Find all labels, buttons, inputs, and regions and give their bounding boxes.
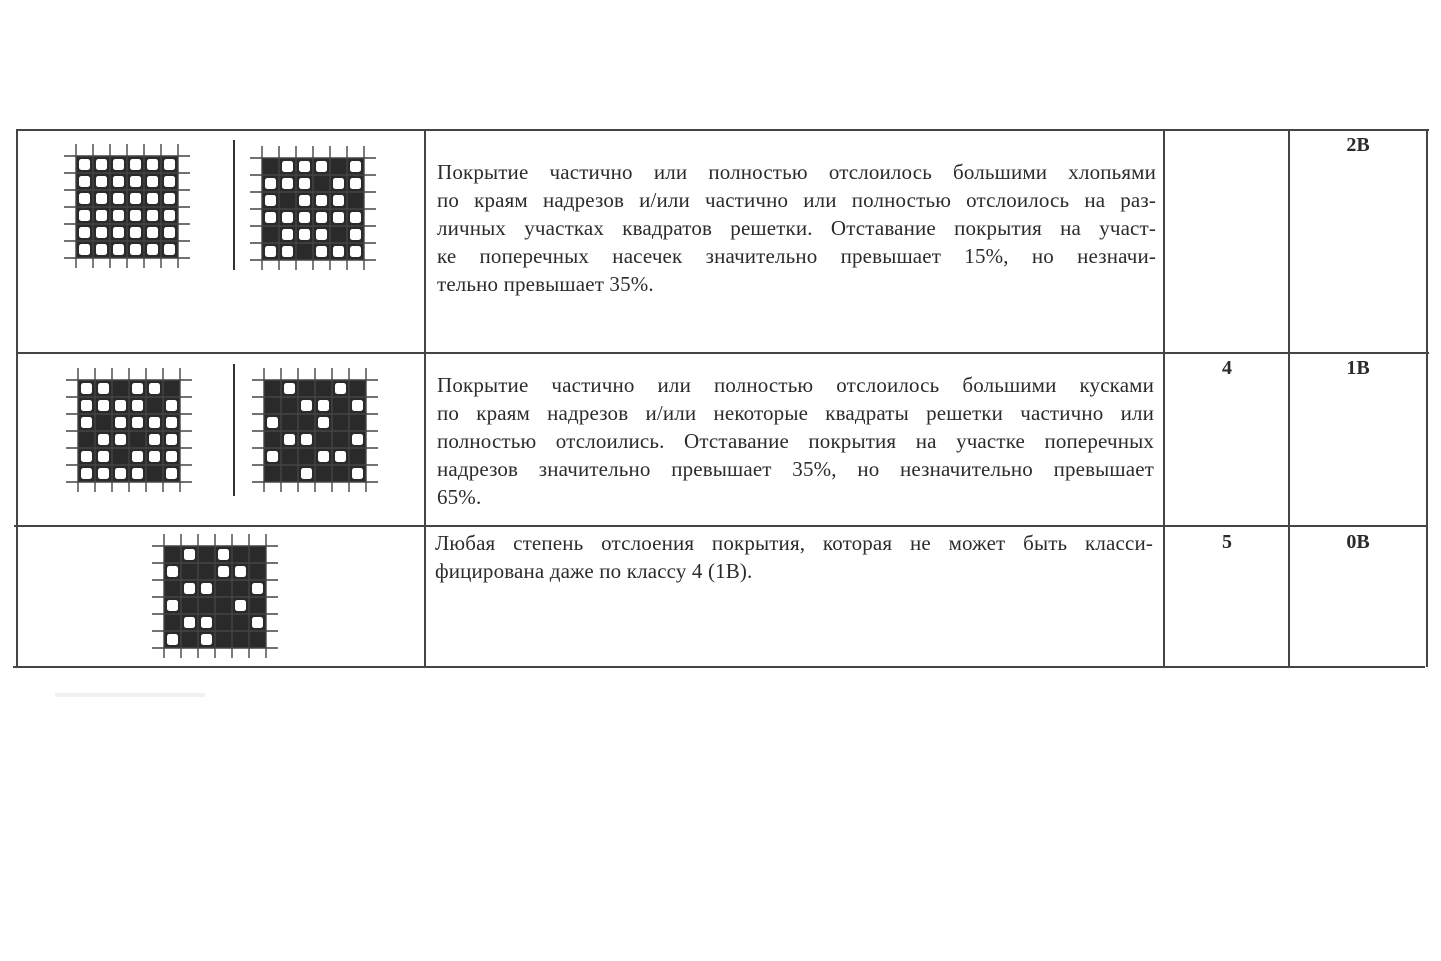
intact-cell <box>96 227 107 238</box>
intact-cell <box>98 468 109 479</box>
intact-cell <box>147 244 158 255</box>
intact-cell <box>164 176 175 187</box>
crosscut-grid-pattern-icon <box>66 368 192 492</box>
intact-cell <box>184 549 195 560</box>
intact-cell <box>201 583 212 594</box>
crosscut-grid-pattern-icon <box>252 368 378 492</box>
intact-cell <box>115 417 126 428</box>
intact-cell <box>132 417 143 428</box>
intact-cell <box>267 451 278 462</box>
intact-cell <box>132 468 143 479</box>
intact-cell <box>350 178 361 189</box>
description-line: 65%. <box>437 485 482 509</box>
description-line: личных участках квадратов решетки. Отставание покрытия на участ- <box>437 216 1156 240</box>
intact-cell <box>350 212 361 223</box>
intact-cell <box>201 617 212 628</box>
intact-cell <box>284 383 295 394</box>
description-line: фицирована даже по классу 4 (1В). <box>435 559 753 583</box>
intact-cell <box>98 451 109 462</box>
intact-cell <box>115 468 126 479</box>
intact-cell <box>299 161 310 172</box>
intact-cell <box>252 617 263 628</box>
intact-cell <box>301 400 312 411</box>
intact-cell <box>115 434 126 445</box>
table-border-right <box>1426 129 1428 667</box>
intact-cell <box>333 178 344 189</box>
intact-cell <box>113 210 124 221</box>
intact-cell <box>147 176 158 187</box>
intact-cell <box>164 210 175 221</box>
table-border-left <box>16 129 18 667</box>
intact-cell <box>96 193 107 204</box>
intact-cell <box>333 195 344 206</box>
row-description <box>437 371 1154 511</box>
intact-cell <box>149 383 160 394</box>
intact-cell <box>282 229 293 240</box>
intact-cell <box>96 244 107 255</box>
intact-cell <box>130 210 141 221</box>
class-iso-cell: 4 <box>1222 357 1232 379</box>
intact-cell <box>164 244 175 255</box>
intact-cell <box>316 195 327 206</box>
intact-cell <box>164 193 175 204</box>
intact-cell <box>318 451 329 462</box>
row-description <box>437 158 1156 298</box>
intact-cell <box>252 583 263 594</box>
intact-cell <box>166 451 177 462</box>
intact-cell <box>301 468 312 479</box>
intact-cell <box>299 178 310 189</box>
row-description <box>435 529 1153 585</box>
table-row-divider <box>17 352 1429 354</box>
intact-cell <box>282 161 293 172</box>
intact-cell <box>113 244 124 255</box>
class-astm-cell: 1B <box>1346 357 1370 379</box>
intact-cell <box>130 176 141 187</box>
intact-cell <box>167 566 178 577</box>
intact-cell <box>130 244 141 255</box>
table-row-divider <box>14 525 1427 527</box>
intact-cell <box>81 417 92 428</box>
intact-cell <box>81 451 92 462</box>
intact-cell <box>130 227 141 238</box>
intact-cell <box>164 159 175 170</box>
intact-cell <box>318 417 329 428</box>
description-line: по краям надрезов и/или частично или полностью отслоилось на раз- <box>437 188 1156 212</box>
intact-cell <box>352 400 363 411</box>
intact-cell <box>79 193 90 204</box>
intact-cell <box>98 400 109 411</box>
table-col-divider <box>1288 129 1290 667</box>
intact-cell <box>81 468 92 479</box>
intact-cell <box>218 566 229 577</box>
intact-cell <box>167 600 178 611</box>
intact-cell <box>147 210 158 221</box>
intact-cell <box>147 159 158 170</box>
intact-cell <box>79 159 90 170</box>
intact-cell <box>316 229 327 240</box>
intact-cell <box>149 434 160 445</box>
intact-cell <box>316 212 327 223</box>
table-border-bottom <box>13 666 1425 668</box>
table-border-top <box>17 129 1429 131</box>
intact-cell <box>96 210 107 221</box>
intact-cell <box>147 193 158 204</box>
crosscut-grid-pattern-icon <box>64 144 190 268</box>
intact-cell <box>149 417 160 428</box>
intact-cell <box>299 212 310 223</box>
intact-cell <box>132 400 143 411</box>
intact-cell <box>130 193 141 204</box>
intact-cell <box>318 400 329 411</box>
intact-cell <box>184 617 195 628</box>
intact-cell <box>164 227 175 238</box>
intact-cell <box>352 434 363 445</box>
description-line: надрезов значительно превышает 35%, но незначительно превышает <box>437 457 1154 481</box>
intact-cell <box>79 176 90 187</box>
crosscut-grid-pattern-icon <box>250 146 376 270</box>
intact-cell <box>79 244 90 255</box>
intact-cell <box>265 178 276 189</box>
intact-cell <box>350 246 361 257</box>
intact-cell <box>335 451 346 462</box>
intact-cell <box>316 161 327 172</box>
crosscut-grid-pattern-icon <box>152 534 278 658</box>
intact-cell <box>166 468 177 479</box>
intact-cell <box>96 176 107 187</box>
intact-cell <box>267 417 278 428</box>
intact-cell <box>201 634 212 645</box>
picture-separator <box>233 140 235 270</box>
intact-cell <box>333 212 344 223</box>
description-line: ке поперечных насечек значительно превышает 15%, но незначи- <box>437 244 1156 268</box>
intact-cell <box>316 246 327 257</box>
intact-cell <box>166 400 177 411</box>
description-line: по краям надрезов и/или некоторые квадраты решетки частично или <box>437 401 1154 425</box>
description-line: Покрытие частично или полностью отслоилось большими хлопьями <box>437 160 1156 184</box>
intact-cell <box>132 451 143 462</box>
table-col-divider <box>1163 129 1165 667</box>
intact-cell <box>282 178 293 189</box>
intact-cell <box>113 193 124 204</box>
intact-cell <box>218 549 229 560</box>
intact-cell <box>350 161 361 172</box>
intact-cell <box>284 434 295 445</box>
intact-cell <box>265 246 276 257</box>
description-line: полностью отслоились. Отставание покрытия на участке поперечных <box>437 429 1154 453</box>
intact-cell <box>98 434 109 445</box>
intact-cell <box>333 246 344 257</box>
intact-cell <box>166 434 177 445</box>
intact-cell <box>81 400 92 411</box>
intact-cell <box>235 600 246 611</box>
intact-cell <box>113 176 124 187</box>
intact-cell <box>113 227 124 238</box>
class-astm-cell: 2B <box>1346 134 1370 156</box>
class-iso-cell: 5 <box>1222 531 1232 553</box>
description-line: Любая степень отслоения покрытия, которая не может быть класси- <box>435 531 1153 555</box>
intact-cell <box>265 195 276 206</box>
intact-cell <box>81 383 92 394</box>
description-line: тельно превышает 35%. <box>437 272 654 296</box>
intact-cell <box>282 212 293 223</box>
intact-cell <box>132 383 143 394</box>
intact-cell <box>166 417 177 428</box>
intact-cell <box>79 227 90 238</box>
intact-cell <box>149 451 160 462</box>
picture-separator <box>233 364 235 496</box>
intact-cell <box>96 159 107 170</box>
intact-cell <box>235 566 246 577</box>
intact-cell <box>335 383 346 394</box>
intact-cell <box>350 229 361 240</box>
intact-cell <box>147 227 158 238</box>
intact-cell <box>299 195 310 206</box>
intact-cell <box>282 246 293 257</box>
intact-cell <box>265 212 276 223</box>
intact-cell <box>98 383 109 394</box>
intact-cell <box>352 468 363 479</box>
class-astm-cell: 0B <box>1346 531 1370 553</box>
intact-cell <box>301 434 312 445</box>
intact-cell <box>115 400 126 411</box>
scan-smudge <box>55 693 205 697</box>
intact-cell <box>184 583 195 594</box>
table-col-divider <box>424 129 426 667</box>
description-line: Покрытие частично или полностью отслоилось большими кусками <box>437 373 1154 397</box>
intact-cell <box>113 159 124 170</box>
intact-cell <box>130 159 141 170</box>
intact-cell <box>167 634 178 645</box>
intact-cell <box>79 210 90 221</box>
intact-cell <box>299 229 310 240</box>
